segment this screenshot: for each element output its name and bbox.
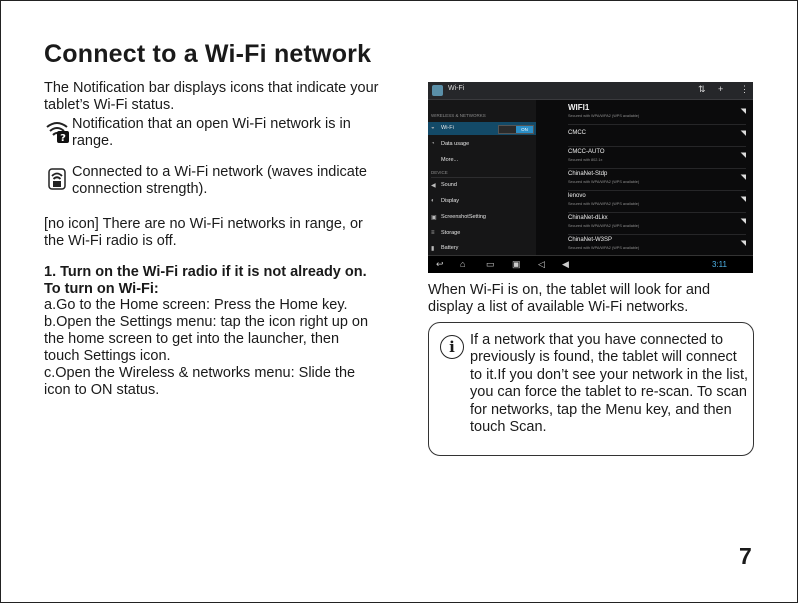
instruction-a: a.Go to the Home screen: Press the Home key. (44, 297, 348, 313)
instruction-c: c.Open the Wireless & networks menu: Slide the icon to ON status. (44, 365, 356, 398)
page-title: Connect to a Wi-Fi network (44, 40, 372, 68)
action-bar-title: Wi-Fi (448, 85, 465, 92)
wifi-signal-icon: ◥ (740, 218, 746, 225)
network-status: Secured with WPA/WPA2 (WPS available) (568, 180, 640, 184)
network-list (536, 100, 753, 255)
wifi-connected-icon (44, 166, 70, 192)
volume-down-icon[interactable]: ◁ (538, 259, 545, 269)
speaker-icon: ◀ (431, 183, 436, 189)
data-usage-icon: ◔ (431, 141, 435, 147)
menu-item-wifi[interactable] (428, 122, 536, 135)
network-name: WIFI1 (568, 103, 590, 112)
network-name: ChinaNet-W3SP (568, 237, 613, 243)
network-name: CMCC-AUTO (568, 149, 605, 155)
wifi-settings-screenshot (428, 82, 753, 273)
battery-icon: ▮ (431, 246, 435, 252)
info-note-box (428, 322, 754, 456)
add-network-icon[interactable]: + (718, 84, 724, 94)
open-wifi-notification-icon (44, 118, 70, 144)
page-number: 7 (739, 543, 752, 569)
no-icon-text: [no icon] There are no Wi-Fi networks in range, or the Wi-Fi radio is off. (44, 216, 363, 249)
step-heading: 1. Turn on the Wi-Fi radio if it is not already on. To turn on Wi-Fi: (44, 264, 367, 297)
network-status: Secured with WPA/WPA2 (WPS available) (568, 114, 640, 118)
menu-item-display[interactable] (428, 195, 536, 208)
info-icon: i (440, 335, 464, 359)
instruction-b: b.Open the Settings menu: tap the icon right up on the home screen to get into the launcher, then touch Settings icon. (44, 314, 369, 364)
clock: 3:11 (712, 260, 727, 269)
system-nav-bar (428, 255, 753, 273)
wifi-signal-icon: ◥ (740, 240, 746, 247)
network-status: Secured with WPA/WPA2 (WPS available) (568, 246, 640, 250)
open-network-text: Notification that an open Wi-Fi network is in range. (72, 116, 351, 149)
menu-item-storage[interactable] (428, 227, 536, 240)
menu-label: Data usage (441, 141, 470, 147)
menu-item-screenshot[interactable] (428, 211, 536, 224)
info-note-text: If a network that you have connected to previously is found, the tablet will connect to it.If you don’t see your network in the list, you can force the tablet to re-scan. To scan for networks, tap the Menu key, and then touch Scan. (470, 332, 749, 436)
home-icon[interactable]: ⌂ (460, 259, 466, 269)
svg-text:?: ? (60, 133, 66, 144)
wps-icon[interactable]: ⇅ (698, 84, 706, 94)
network-item[interactable] (568, 102, 746, 125)
volume-up-icon[interactable]: ◀ (562, 259, 569, 269)
network-name: ChinaNet-Stdp (568, 171, 608, 177)
menu-label: Display (441, 198, 460, 204)
wifi-signal-icon: ◥ (740, 130, 746, 137)
wifi-toggle-label: ON (516, 126, 533, 133)
network-status: Secured with WPA/WPA2 (WPS available) (568, 202, 640, 206)
network-item[interactable] (568, 168, 746, 191)
section-wireless: WIRELESS & NETWORKS (431, 113, 486, 118)
menu-label: ScreenshotSetting (441, 214, 486, 220)
network-name: CMCC (568, 130, 586, 136)
wifi-icon: ◒ (431, 125, 435, 131)
network-status: Secured with 802.1x (568, 158, 603, 162)
instructions (44, 297, 374, 399)
network-item[interactable] (568, 190, 746, 213)
connected-text: Connected to a Wi-Fi network (waves indicate connection strength). (72, 164, 367, 197)
menu-item-more[interactable] (428, 154, 536, 167)
settings-menu (428, 100, 536, 255)
network-name: ChinaNet-dLkx (568, 215, 608, 221)
action-bar (428, 82, 753, 100)
section-device: DEVICE (431, 170, 448, 175)
menu-item-battery[interactable] (428, 242, 536, 255)
menu-label: Wi-Fi (441, 125, 454, 131)
wifi-signal-icon: ◥ (740, 152, 746, 159)
network-item[interactable] (568, 124, 746, 147)
network-name: lenovo (568, 193, 586, 199)
menu-label: Storage (441, 230, 461, 236)
divider (431, 177, 531, 178)
network-item[interactable] (568, 234, 746, 257)
recent-apps-icon[interactable]: ▭ (486, 259, 495, 269)
display-icon: ◐ (431, 198, 435, 204)
wifi-signal-icon: ◥ (740, 174, 746, 181)
network-item[interactable] (568, 146, 746, 169)
menu-label: Battery (441, 245, 459, 251)
settings-app-icon (432, 85, 443, 96)
menu-item-data-usage[interactable] (428, 138, 536, 151)
network-item[interactable] (568, 212, 746, 235)
menu-item-sound[interactable] (428, 179, 536, 192)
screenshot-caption: When Wi-Fi is on, the tablet will look for and display a list of available Wi-Fi networks. (428, 282, 711, 315)
screenshot-nav-icon[interactable]: ▣ (512, 259, 521, 269)
storage-icon: ≡ (431, 230, 435, 236)
menu-label: Sound (441, 182, 457, 188)
wifi-signal-icon: ◥ (740, 196, 746, 203)
back-icon[interactable]: ↩ (436, 259, 444, 269)
intro-text: The Notification bar displays icons that indicate your tablet’s Wi-Fi status. (44, 80, 379, 113)
screenshot-icon: ▣ (431, 215, 437, 221)
wifi-toggle[interactable] (498, 125, 534, 134)
network-status: Secured with WPA/WPA2 (WPS available) (568, 224, 640, 228)
overflow-menu-icon[interactable]: ⋮ (740, 84, 749, 94)
menu-label: More... (441, 157, 459, 163)
wifi-signal-icon: ◥ (740, 108, 746, 115)
